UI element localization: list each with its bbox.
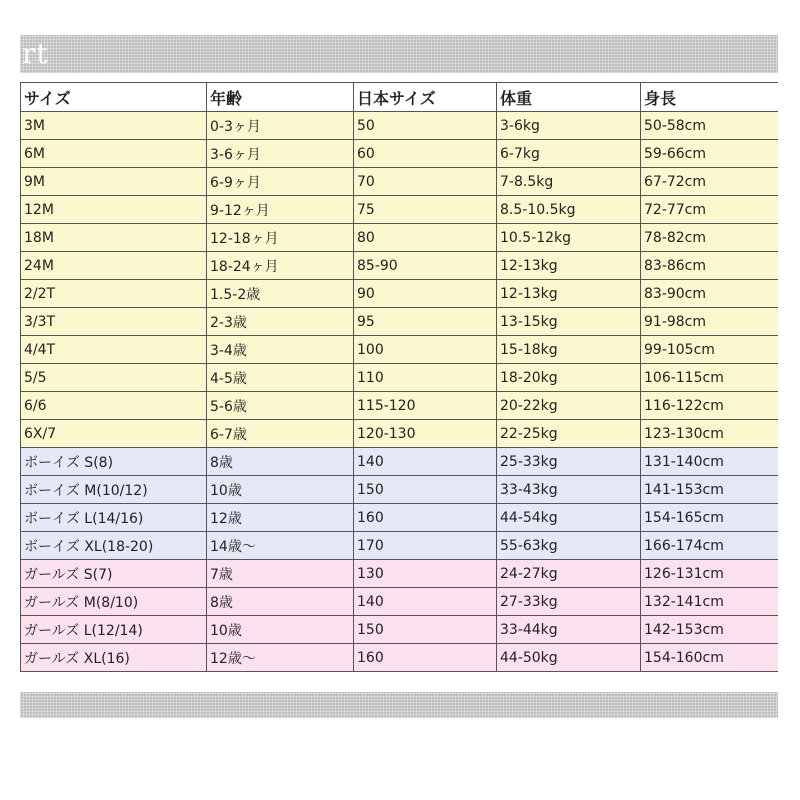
- cell-weight: 33-43kg: [497, 476, 641, 504]
- table-row: [21, 644, 779, 672]
- cell-weight: 12-13kg: [497, 252, 641, 280]
- table-row: [21, 196, 779, 224]
- cell-height: 141-153cm: [641, 476, 779, 504]
- cell-weight: 33-44kg: [497, 616, 641, 644]
- table-row: [21, 588, 779, 616]
- table-row: [21, 252, 779, 280]
- size-chart: [20, 82, 778, 682]
- cell-japan-size: 150: [354, 616, 497, 644]
- cell-height: 91-98cm: [641, 308, 779, 336]
- cell-age: 7歳: [207, 560, 354, 588]
- cell-size: ボーイズ M(10/12): [21, 476, 207, 504]
- cell-size: ボーイズ XL(18-20): [21, 532, 207, 560]
- cell-japan-size: 140: [354, 448, 497, 476]
- cell-weight: 25-33kg: [497, 448, 641, 476]
- cell-weight: 3-6kg: [497, 112, 641, 140]
- cell-weight: 44-54kg: [497, 504, 641, 532]
- cell-height: 59-66cm: [641, 140, 779, 168]
- header-row: [21, 83, 779, 112]
- cell-size: 24M: [21, 252, 207, 280]
- cell-age: 12歳～: [207, 644, 354, 672]
- header-banner: [20, 35, 778, 73]
- table-row: [21, 280, 779, 308]
- table-row: [21, 392, 779, 420]
- cell-weight: 44-50kg: [497, 644, 641, 672]
- cell-age: 9-12ヶ月: [207, 196, 354, 224]
- table-row: [21, 476, 779, 504]
- cell-size: 6/6: [21, 392, 207, 420]
- table-row: [21, 364, 779, 392]
- cell-japan-size: 70: [354, 168, 497, 196]
- cell-size: ボーイズ L(14/16): [21, 504, 207, 532]
- cell-height: 83-90cm: [641, 280, 779, 308]
- cell-weight: 7-8.5kg: [497, 168, 641, 196]
- cell-age: 18-24ヶ月: [207, 252, 354, 280]
- cell-height: 99-105cm: [641, 336, 779, 364]
- table-row: [21, 224, 779, 252]
- footer-banner: [20, 692, 778, 718]
- cell-height: 166-174cm: [641, 532, 779, 560]
- cell-age: 10歳: [207, 476, 354, 504]
- header-age: 年齢: [207, 83, 354, 112]
- cell-height: 116-122cm: [641, 392, 779, 420]
- cell-japan-size: 170: [354, 532, 497, 560]
- cell-weight: 27-33kg: [497, 588, 641, 616]
- cell-weight: 6-7kg: [497, 140, 641, 168]
- cell-height: 154-160cm: [641, 644, 779, 672]
- cell-size: 9M: [21, 168, 207, 196]
- cell-japan-size: 160: [354, 504, 497, 532]
- cell-japan-size: 115-120: [354, 392, 497, 420]
- cell-japan-size: 85-90: [354, 252, 497, 280]
- cell-age: 6-9ヶ月: [207, 168, 354, 196]
- cell-age: 8歳: [207, 448, 354, 476]
- table-row: [21, 168, 779, 196]
- cell-japan-size: 90: [354, 280, 497, 308]
- cell-height: 123-130cm: [641, 420, 779, 448]
- cell-age: 14歳～: [207, 532, 354, 560]
- cell-age: 3-6ヶ月: [207, 140, 354, 168]
- cell-size: ガールズ S(7): [21, 560, 207, 588]
- cell-japan-size: 120-130: [354, 420, 497, 448]
- cell-age: 12歳: [207, 504, 354, 532]
- cell-japan-size: 100: [354, 336, 497, 364]
- cell-size: 5/5: [21, 364, 207, 392]
- size-table: [20, 82, 778, 672]
- header-weight: 体重: [497, 83, 641, 112]
- cell-age: 8歳: [207, 588, 354, 616]
- cell-age: 0-3ヶ月: [207, 112, 354, 140]
- table-row: [21, 308, 779, 336]
- cell-japan-size: 140: [354, 588, 497, 616]
- cell-height: 154-165cm: [641, 504, 779, 532]
- table-row: [21, 140, 779, 168]
- cell-height: 142-153cm: [641, 616, 779, 644]
- table-row: [21, 560, 779, 588]
- header-height: 身長: [641, 83, 779, 112]
- cell-size: 4/4T: [21, 336, 207, 364]
- cell-weight: 8.5-10.5kg: [497, 196, 641, 224]
- cell-weight: 22-25kg: [497, 420, 641, 448]
- cell-height: 83-86cm: [641, 252, 779, 280]
- cell-size: 3/3T: [21, 308, 207, 336]
- cell-japan-size: 130: [354, 560, 497, 588]
- cell-japan-size: 60: [354, 140, 497, 168]
- cell-age: 5-6歳: [207, 392, 354, 420]
- cell-age: 2-3歳: [207, 308, 354, 336]
- cell-size: 3M: [21, 112, 207, 140]
- cell-japan-size: 150: [354, 476, 497, 504]
- cell-japan-size: 50: [354, 112, 497, 140]
- header-japan-size: 日本サイズ: [354, 83, 497, 112]
- cell-size: 18M: [21, 224, 207, 252]
- cell-height: 78-82cm: [641, 224, 779, 252]
- table-row: [21, 420, 779, 448]
- table-row: [21, 336, 779, 364]
- cell-weight: 12-13kg: [497, 280, 641, 308]
- cell-age: 10歳: [207, 616, 354, 644]
- cell-height: 126-131cm: [641, 560, 779, 588]
- cell-height: 67-72cm: [641, 168, 779, 196]
- cell-weight: 15-18kg: [497, 336, 641, 364]
- table-row: [21, 112, 779, 140]
- cell-size: 6X/7: [21, 420, 207, 448]
- cell-size: 2/2T: [21, 280, 207, 308]
- cell-japan-size: 110: [354, 364, 497, 392]
- table-row: [21, 448, 779, 476]
- cell-weight: 10.5-12kg: [497, 224, 641, 252]
- header-size: サイズ: [21, 83, 207, 112]
- cell-age: 12-18ヶ月: [207, 224, 354, 252]
- cell-size: 12M: [21, 196, 207, 224]
- cell-height: 106-115cm: [641, 364, 779, 392]
- cell-height: 132-141cm: [641, 588, 779, 616]
- cell-japan-size: 75: [354, 196, 497, 224]
- cell-height: 72-77cm: [641, 196, 779, 224]
- table-row: [21, 504, 779, 532]
- cell-weight: 18-20kg: [497, 364, 641, 392]
- cell-japan-size: 160: [354, 644, 497, 672]
- cell-size: ガールズ XL(16): [21, 644, 207, 672]
- cell-age: 3-4歳: [207, 336, 354, 364]
- cell-age: 6-7歳: [207, 420, 354, 448]
- table-row: [21, 532, 779, 560]
- cell-age: 1.5-2歳: [207, 280, 354, 308]
- cell-height: 50-58cm: [641, 112, 779, 140]
- cell-size: 6M: [21, 140, 207, 168]
- cell-height: 131-140cm: [641, 448, 779, 476]
- cell-weight: 20-22kg: [497, 392, 641, 420]
- table-body: [21, 112, 779, 672]
- cell-weight: 13-15kg: [497, 308, 641, 336]
- cell-weight: 24-27kg: [497, 560, 641, 588]
- cell-size: ボーイズ S(8): [21, 448, 207, 476]
- table-row: [21, 616, 779, 644]
- cell-japan-size: 95: [354, 308, 497, 336]
- banner-title: rt: [22, 37, 49, 70]
- cell-weight: 55-63kg: [497, 532, 641, 560]
- cell-age: 4-5歳: [207, 364, 354, 392]
- cell-size: ガールズ L(12/14): [21, 616, 207, 644]
- cell-size: ガールズ M(8/10): [21, 588, 207, 616]
- cell-japan-size: 80: [354, 224, 497, 252]
